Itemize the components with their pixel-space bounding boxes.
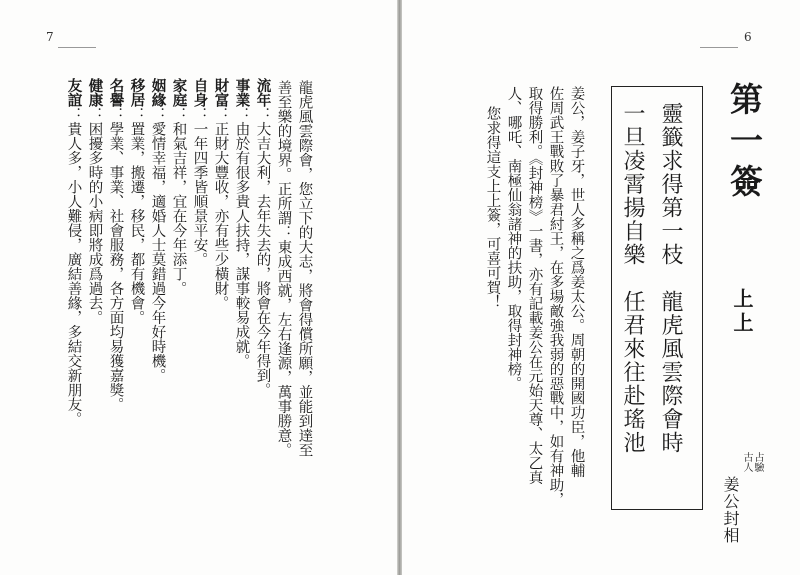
header-rule-right <box>700 47 738 48</box>
poem-line-2: 一旦凌霄揚自樂 任君來往赴瑤池 <box>620 102 645 455</box>
entry-text: ：和氣吉祥，宜在今年添丁。 <box>170 107 187 296</box>
entry-label: 健康 <box>86 78 104 107</box>
entry-text: ：困擾多時的小病即將成爲過去。 <box>86 107 103 325</box>
lot-story-name: 姜公封相 <box>721 476 740 544</box>
fortune-entry-health <box>87 78 102 325</box>
entry-label: 友誼 <box>65 78 83 107</box>
entry-text: ：一年四季皆順景平安。 <box>191 107 208 267</box>
entry-label: 家庭 <box>170 78 188 107</box>
page-number-right: 6 <box>744 30 752 44</box>
entry-label: 事業 <box>233 78 251 107</box>
entry-label: 姻緣 <box>149 78 167 107</box>
fortune-intro-line-1: 龍虎風雲際會，您立下的大志，將會得償所願，並能到達至 <box>296 80 313 457</box>
entry-label: 移居 <box>128 78 146 107</box>
book-spine <box>397 0 402 575</box>
entry-text: ：置業，搬遷，移民，都有機會。 <box>128 107 145 325</box>
entry-text: ：正財大豐收，亦有些少橫財。 <box>212 107 229 310</box>
subtitle-small-left: 古人 <box>741 452 752 472</box>
lot-grade: 上上 <box>730 288 754 336</box>
story-line-2: 佐周武王戰敗了暴君紂王，在多場敵強我弱的惡戰中，如有神助， <box>547 86 564 507</box>
fortune-entry-reputation <box>108 78 123 412</box>
header-rule-left <box>58 47 96 48</box>
story-line-1: 姜公，姜子牙，世人多稱之爲姜太公。周朝的開國功臣，他輔 <box>568 86 585 478</box>
entry-label: 流年 <box>254 78 272 107</box>
fortune-entry-family <box>171 78 186 296</box>
entry-text: ：愛情幸福，適婚人士莫錯過今年好時機。 <box>149 107 166 383</box>
entry-text: ：貴人多，小人難侵，廣結善緣，多結交新朋友。 <box>65 107 82 426</box>
subtitle-small-right: 占驗 <box>752 452 763 472</box>
story-line-3: 取得勝利。《封神榜》一書，亦有記載姜公在元始天尊、太乙真 <box>526 86 543 485</box>
entry-label: 名譽 <box>107 78 125 107</box>
entry-text: ：由於有很多貴人扶持，謀事較易成就。 <box>233 107 250 368</box>
fortune-entry-relocation <box>129 78 144 325</box>
page-number-left: 7 <box>46 30 54 44</box>
story-line-5: 您求得這支上上簽，可喜可賀！ <box>484 106 501 309</box>
entry-label: 財富 <box>212 78 230 107</box>
entry-label: 自身 <box>191 78 209 107</box>
fortune-entry-year <box>255 78 270 397</box>
fortune-entry-self <box>192 78 207 267</box>
poem-line-1: 靈籤求得第一枝 龍虎風雲際會時 <box>658 102 683 455</box>
fortune-entry-marriage <box>150 78 165 383</box>
fortune-entry-friendship <box>66 78 81 426</box>
fortune-entry-career <box>234 78 249 368</box>
story-line-4: 人、哪吒、南極仙翁諸神的扶助，取得封神榜。 <box>505 86 522 391</box>
entry-text: ：大吉大利，去年失去的，將會在今年得到。 <box>254 107 271 397</box>
lot-title: 第一簽 <box>725 82 764 205</box>
fortune-entry-wealth <box>213 78 228 310</box>
fortune-intro-line-2: 善至樂的境界。正所謂：東成西就，左右逢源，萬事勝意。 <box>275 80 292 457</box>
entry-text: ：學業、事業、社會服務，各方面均易獲嘉獎。 <box>107 107 124 412</box>
